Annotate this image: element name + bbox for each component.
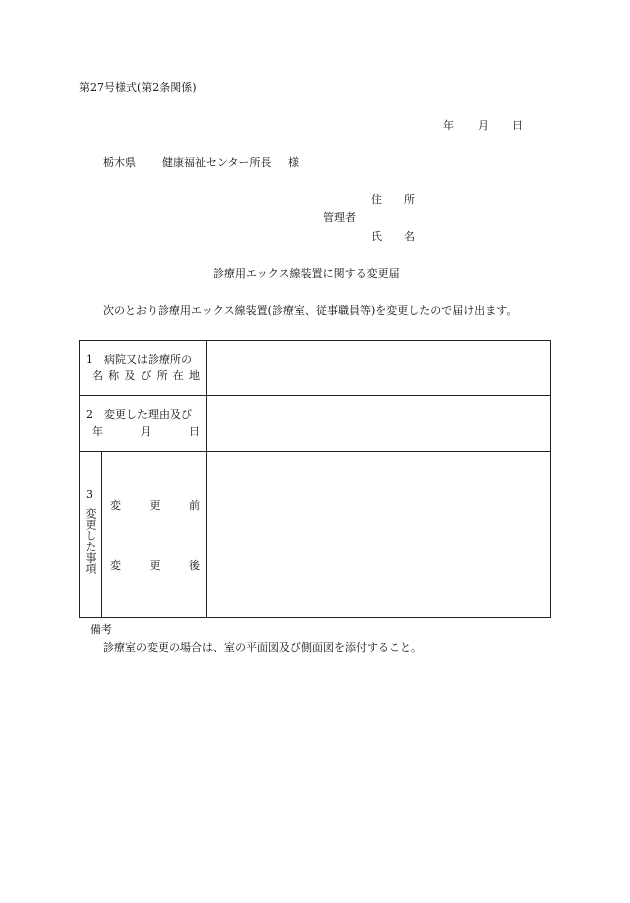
row1-char: 在	[172, 369, 184, 382]
row1-char: 名	[92, 369, 103, 382]
table-subcolumn-divider	[101, 451, 102, 618]
addressee-honorific: 様	[288, 156, 299, 169]
before-char: 変	[110, 499, 121, 512]
table-row-divider-1	[79, 395, 551, 396]
row1-char: び	[140, 369, 152, 382]
form-number: 第27号様式(第2条関係)	[79, 81, 197, 94]
row3-before-label	[110, 499, 200, 513]
row3-number: 3	[86, 488, 93, 501]
row2-label-line1: 2 変更した理由及び	[86, 408, 192, 421]
date-year-label: 年	[443, 119, 454, 132]
addressee-office: 健康福祉センター所長	[162, 156, 272, 169]
row1-char: 地	[188, 369, 200, 382]
before-char: 前	[189, 499, 200, 512]
manager-role-label: 管理者	[323, 211, 356, 224]
after-char: 変	[110, 559, 121, 572]
row2-char: 日	[189, 425, 200, 438]
manager-name-label: 氏 名	[371, 230, 415, 243]
row2-char: 年	[92, 425, 103, 438]
row1-char: 所	[156, 369, 168, 382]
row1-label-line2	[92, 369, 200, 383]
date-day-label: 日	[512, 119, 523, 132]
after-char: 更	[149, 559, 161, 572]
remarks-text: 診療室の変更の場合は、室の平面図及び側面図を添付すること。	[103, 641, 422, 654]
manager-address-label: 住 所	[371, 193, 415, 206]
table-row-divider-2	[79, 451, 551, 452]
row1-char: 及	[124, 369, 136, 382]
before-char: 更	[149, 499, 161, 512]
addressee-prefecture: 栃木県	[103, 156, 136, 169]
table-column-divider	[206, 340, 207, 618]
date-month-label: 月	[478, 119, 489, 132]
row2-char: 月	[140, 425, 152, 438]
row1-char: 称	[108, 369, 120, 382]
row3-after-label	[110, 559, 200, 573]
row3-vertical-label: 変更した事項	[84, 508, 97, 574]
body-text: 次のとおり診療用エックス線装置(診療室、従事職員等)を変更したので届け出ます。	[103, 304, 518, 317]
row2-label-line2	[92, 425, 200, 439]
remarks-label: 備考	[90, 623, 112, 636]
after-char: 後	[189, 559, 200, 572]
form-title: 診療用エックス線装置に関する変更届	[213, 267, 400, 280]
row1-label-line1: 1 病院又は診療所の	[86, 353, 192, 366]
